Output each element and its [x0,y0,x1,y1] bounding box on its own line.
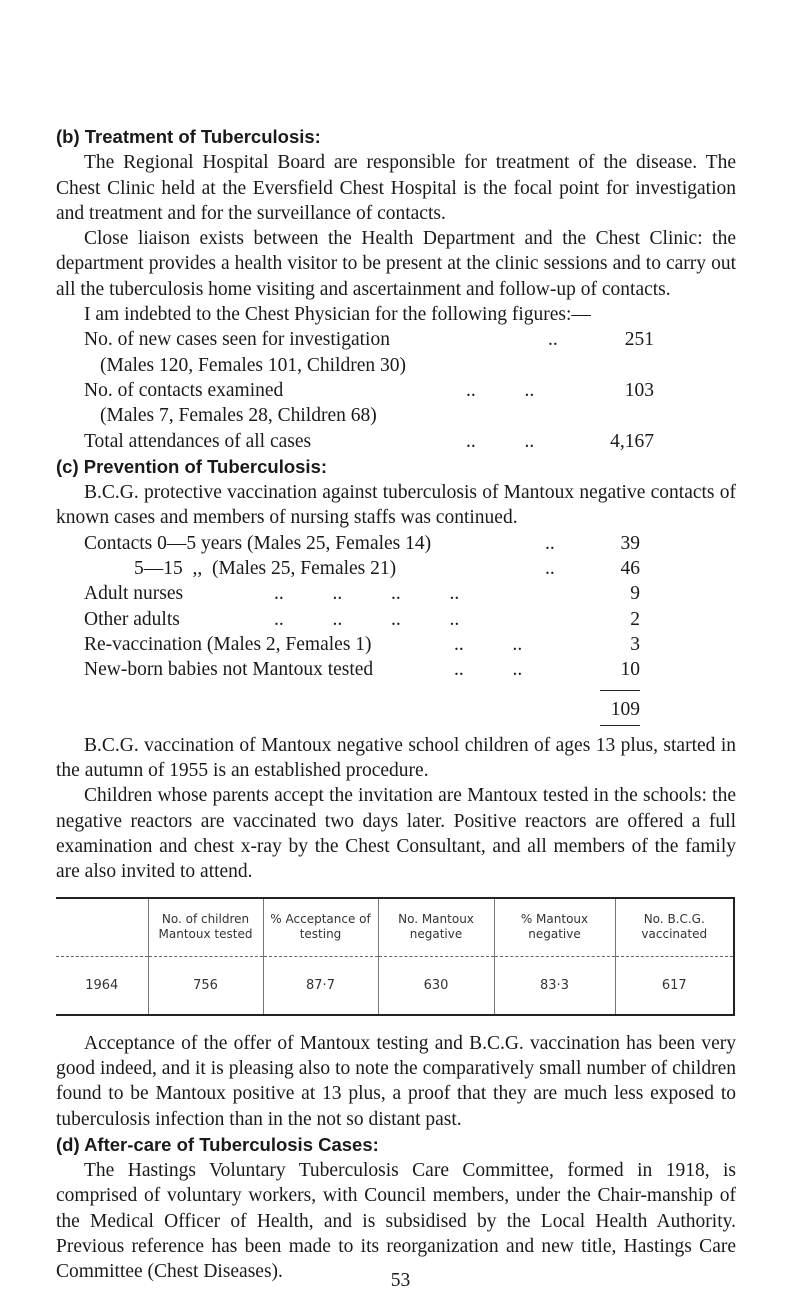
total-rule-bottom [600,725,640,726]
section-c-heading: (c) Prevention of Tuberculosis: [56,455,328,477]
table-row [56,956,733,1014]
section-d-heading: (d) After-care of Tuberculosis Cases: [56,1133,379,1155]
vaccination-row: Adult nurses .. .. .. .. 9 [84,583,640,605]
table-header-cell: % Acceptance of testing [263,899,378,957]
figures-intro: I am indebted to the Chest Physician for the following figures:— [84,304,591,326]
table-cell: 617 [615,956,733,1014]
table-header-row [56,899,733,957]
vaccination-row: 5—15 ,, (Males 25, Females 21) .. 46 [134,558,640,580]
table-cell: 756 [148,956,263,1014]
figure-label: No. of contacts examined [84,379,284,401]
vaccination-row: Other adults .. .. .. .. 2 [84,608,640,630]
total-rule-top [600,690,640,691]
section-c-para-2: B.C.G. vaccination of Mantoux negative school children of ages 13 plus, started in the autumn of 1955 is an established procedure. [56,734,736,782]
figure-row [84,327,654,352]
figure-row [84,378,654,403]
section-c-para-1: B.C.G. protective vaccination against tuberculosis of Mantoux negative contacts of known cases and members of nursing staffs was continued. [56,482,736,529]
figure-row [84,429,654,454]
figure-label: Total attendances of all cases [84,430,312,452]
vaccination-row: Re-vaccination (Males 2, Females 1) .. .. 3 [84,633,640,655]
figure-leader: .. .. [466,379,535,401]
table-cell-year: 1964 [85,977,119,993]
mantoux-table [56,899,733,1014]
table-cell: 87·7 [263,956,378,1014]
table-header-cell [56,899,148,957]
section-b-para-1: The Regional Hospital Board are responsible for treatment of the disease. The Chest Clinic held at the Eversfield Chest Hospital is the focal point for investigation and treatment and for the surveillance of contacts. [56,152,736,224]
figure-label: No. of new cases seen for investigation [84,329,390,351]
vaccination-row: Contacts 0—5 years (Males 25, Females 14) .. 39 [84,532,640,554]
vaccination-row: New-born babies not Mantoux tested .. .. 10 [84,659,640,681]
table-header-cell: No. B.C.G. vaccinated [615,899,733,957]
figure-value: 4,167 [610,430,654,452]
mantoux-table-wrap [56,897,735,1016]
section-b-heading: (b) Treatment of Tuberculosis: [56,126,321,147]
section-b-para-2: Close liaison exists between the Health Department and the Chest Clinic: the department provides a health visitor to be present at the clinic sessions and to carry out all the tuberculosis home visiting and ascertainment and follow-up of contacts. [56,228,736,300]
table-header-cell: % Mantoux negative [494,899,615,957]
vaccination-total: 109 [610,698,640,720]
figure-value: 103 [624,379,654,401]
page-number: 53 [390,1270,411,1291]
table-cell: 630 [378,956,494,1014]
table-header-cell: No. Mantoux negative [378,899,494,957]
figure-value: 251 [624,329,654,351]
section-c-para-4: Acceptance of the offer of Mantoux testing and B.C.G. vaccination has been very good indeed, and it is pleasing also to note the comparatively small number of children found to be Mantoux positive at 13 plus, a proof that they are much less exposed to tuberculosis infection than in the not so distant past. [56,1032,736,1130]
figure-breakdown: (Males 7, Females 28, Children 68) [100,405,377,427]
section-c-para-3: Children whose parents accept the invitation are Mantoux tested in the schools: the negative reactors are vaccinated two days later. Positive reactors are offered a full examination and chest x-ray by the Chest Consultant, and all members of the family are also invited to attend. [56,785,736,883]
figure-breakdown: (Males 120, Females 101, Children 30) [100,354,406,376]
figures-list [84,327,654,453]
section-b [56,124,736,1285]
table-header-cell: No. of children Mantoux tested [148,899,263,957]
figure-leader: .. [548,329,558,351]
vaccination-list [84,531,640,733]
section-d-para-1: The Hastings Voluntary Tuberculosis Care Committee, formed in 1918, is comprised of voluntary workers, with Council members, under the Chair-manship of the Medical Officer of Health, and is subsidised by the Local Health Authority. Previous reference has been made to its reorganization and new title, Hastings Care Committee (Chest Diseases). [56,1160,736,1283]
table-cell: 83·3 [494,956,615,1014]
figure-leader: .. .. [466,430,535,452]
